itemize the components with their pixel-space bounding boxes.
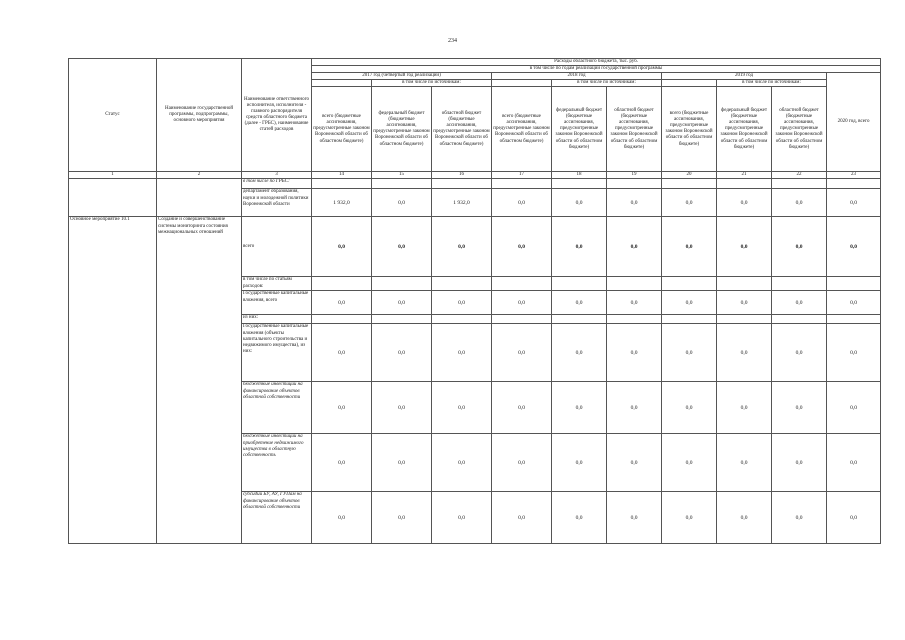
header-2020-total: 2020 год, всего bbox=[827, 73, 881, 172]
value-cell: 0,0 bbox=[432, 217, 492, 277]
value-cell: 0,0 bbox=[827, 217, 881, 277]
measure-total-label: всего bbox=[242, 217, 312, 277]
header-executor: Наименование ответственного исполнителя, исполнителя - главного распорядителя средств областного бюджета (далее - ГРБС), наименование статей расходов bbox=[242, 59, 312, 172]
value-cell: 0,0 bbox=[772, 434, 827, 492]
value-cell: 1 932,0 bbox=[312, 189, 372, 217]
value-cell: 0,0 bbox=[772, 324, 827, 382]
header-2019-total: всего (бюджетные ассигнования, предусмотренные законом Воронежской области об областном бюджете) bbox=[662, 87, 717, 172]
budget-invest-financing-name: бюджетные инвестиции на финансирование объектов областной собственности bbox=[242, 382, 312, 434]
subsidies-name: субсидии БУ, АУ, ГУПам на финансирование объектов областной собственности bbox=[242, 492, 312, 544]
budget-invest-acquisition-name: бюджетные инвестиции на приобретение недвижимого имущества в областную собственность bbox=[242, 434, 312, 492]
value-cell: 0,0 bbox=[552, 291, 607, 315]
value-cell: 0,0 bbox=[607, 382, 662, 434]
value-cell: 0,0 bbox=[607, 492, 662, 544]
cap-invest-name: Государственные капитальные вложения, всего bbox=[242, 291, 312, 315]
value-cell: 0,0 bbox=[662, 324, 717, 382]
value-cell: 0,0 bbox=[372, 434, 432, 492]
value-cell: 0,0 bbox=[372, 189, 432, 217]
col-number: 3 bbox=[242, 172, 312, 179]
table-row bbox=[69, 217, 881, 277]
value-cell: 0,0 bbox=[432, 291, 492, 315]
value-cell: 0,0 bbox=[717, 324, 772, 382]
header-2019-regional: областной бюджет (бюджетные ассигнования, предусмотренные законом Воронежской области об областном бюджете) bbox=[772, 87, 827, 172]
value-cell: 0,0 bbox=[552, 217, 607, 277]
value-cell: 0,0 bbox=[492, 217, 552, 277]
header-2018-federal: федеральный бюджет (бюджетные ассигнования, предусмотренные законом Воронежской области об областном бюджете) bbox=[552, 87, 607, 172]
col-number: 16 bbox=[432, 172, 492, 179]
value-cell: 0,0 bbox=[312, 291, 372, 315]
value-cell: 0,0 bbox=[772, 217, 827, 277]
value-cell: 0,0 bbox=[492, 189, 552, 217]
header-2018-sources: в том числе по источникам: bbox=[552, 80, 662, 87]
value-cell: 0,0 bbox=[772, 382, 827, 434]
value-cell: 0,0 bbox=[662, 382, 717, 434]
value-cell: 0,0 bbox=[607, 434, 662, 492]
value-cell: 0,0 bbox=[607, 217, 662, 277]
header-2019-federal: федеральный бюджет (бюджетные ассигнования, предусмотренные законом Воронежской области об областном бюджете) bbox=[717, 87, 772, 172]
value-cell: 0,0 bbox=[772, 291, 827, 315]
value-cell: 0,0 bbox=[492, 434, 552, 492]
value-cell: 0,0 bbox=[552, 434, 607, 492]
dept-name: департамент образования, науки и молодежной политики Воронежской области bbox=[242, 189, 312, 217]
value-cell: 0,0 bbox=[372, 217, 432, 277]
by-articles-label: в том числе по статьям расходов: bbox=[242, 277, 312, 291]
col-number: 14 bbox=[312, 172, 372, 179]
value-cell: 0,0 bbox=[662, 189, 717, 217]
header-year-2017: 2017 год (четвертый год реализации) bbox=[312, 73, 492, 80]
header-2017-regional: областной бюджет (бюджетные ассигнования, предусмотренные законом Воронежской области об областном бюджете) bbox=[432, 87, 492, 172]
value-cell: 0,0 bbox=[717, 434, 772, 492]
of-them-label: из них: bbox=[242, 315, 312, 324]
col-number: 2 bbox=[157, 172, 242, 179]
value-cell: 0,0 bbox=[552, 492, 607, 544]
header-status: Статус bbox=[69, 59, 157, 172]
value-cell: 0,0 bbox=[432, 492, 492, 544]
value-cell: 0,0 bbox=[662, 492, 717, 544]
value-cell: 0,0 bbox=[772, 492, 827, 544]
column-numbers-row bbox=[69, 172, 881, 179]
col-number: 17 bbox=[492, 172, 552, 179]
header-year-2019: 2019 год bbox=[662, 73, 827, 80]
value-cell: 0,0 bbox=[432, 382, 492, 434]
measure-name: Создание и совершенствование системы мониторинга состояния межнациональных отношений bbox=[157, 217, 242, 544]
value-cell: 0,0 bbox=[372, 324, 432, 382]
value-cell: 0,0 bbox=[827, 324, 881, 382]
header-expenses-title: Расходы областного бюджета, тыс. руб. bbox=[312, 59, 881, 66]
value-cell: 0,0 bbox=[312, 324, 372, 382]
cap-construction-name: Государственные капитальные вложения (объекты капитального строительства и недвижимого имущества), из них: bbox=[242, 324, 312, 382]
header-by-years: в том числе по годам реализации государственной программы bbox=[312, 66, 881, 73]
header-2017-total: всего (бюджетные ассигнования, предусмотренные законом Воронежской области об областном бюджете) bbox=[312, 87, 372, 172]
page-number: 234 bbox=[448, 38, 457, 44]
value-cell: 0,0 bbox=[717, 492, 772, 544]
value-cell: 0,0 bbox=[492, 324, 552, 382]
value-cell: 0,0 bbox=[607, 291, 662, 315]
value-cell: 0,0 bbox=[552, 324, 607, 382]
col-number: 19 bbox=[607, 172, 662, 179]
col-number: 22 bbox=[772, 172, 827, 179]
value-cell: 0,0 bbox=[312, 492, 372, 544]
header-2017-sources: в том числе по источникам: bbox=[372, 80, 492, 87]
value-cell: 0,0 bbox=[552, 382, 607, 434]
value-cell: 0,0 bbox=[827, 492, 881, 544]
value-cell: 0,0 bbox=[312, 382, 372, 434]
header-2018-total: всего (бюджетные ассигнования, предусмотренные законом Воронежской области об областном бюджете) bbox=[492, 87, 552, 172]
value-cell: 0,0 bbox=[432, 434, 492, 492]
value-cell: 1 932,0 bbox=[432, 189, 492, 217]
value-cell: 0,0 bbox=[717, 382, 772, 434]
header-2019-sources: в том числе по источникам: bbox=[717, 80, 827, 87]
col-number: 21 bbox=[717, 172, 772, 179]
value-cell: 0,0 bbox=[492, 382, 552, 434]
value-cell: 0,0 bbox=[717, 189, 772, 217]
value-cell: 0,0 bbox=[492, 492, 552, 544]
value-cell: 0,0 bbox=[552, 189, 607, 217]
value-cell: 0,0 bbox=[827, 382, 881, 434]
value-cell: 0,0 bbox=[827, 291, 881, 315]
value-cell: 0,0 bbox=[492, 291, 552, 315]
header-program-name: Наименование государственной программы, подпрограммы, основного мероприятия bbox=[157, 59, 242, 172]
header-year-2018: 2018 год bbox=[492, 73, 662, 80]
value-cell: 0,0 bbox=[772, 189, 827, 217]
value-cell: 0,0 bbox=[372, 492, 432, 544]
col-number: 15 bbox=[372, 172, 432, 179]
value-cell: 0,0 bbox=[827, 189, 881, 217]
value-cell: 0,0 bbox=[662, 217, 717, 277]
col-number: 18 bbox=[552, 172, 607, 179]
value-cell: 0,0 bbox=[312, 217, 372, 277]
header-2017-federal: федеральный бюджет (бюджетные ассигнования, предусмотренные законом Воронежской области об областном бюджете) bbox=[372, 87, 432, 172]
value-cell: 0,0 bbox=[372, 382, 432, 434]
value-cell: 0,0 bbox=[662, 434, 717, 492]
col-number: 23 bbox=[827, 172, 881, 179]
col-number: 20 bbox=[662, 172, 717, 179]
value-cell: 0,0 bbox=[717, 217, 772, 277]
value-cell: 0,0 bbox=[312, 434, 372, 492]
value-cell: 0,0 bbox=[827, 434, 881, 492]
budget-table bbox=[68, 58, 881, 544]
header-2018-regional: областной бюджет (бюджетные ассигнования, предусмотренные законом Воронежской области об областном бюджете) bbox=[607, 87, 662, 172]
value-cell: 0,0 bbox=[717, 291, 772, 315]
value-cell: 0,0 bbox=[372, 291, 432, 315]
measure-status: Основное мероприятие 10.1 bbox=[69, 217, 157, 544]
col-number: 1 bbox=[69, 172, 157, 179]
value-cell: 0,0 bbox=[607, 324, 662, 382]
value-cell: 0,0 bbox=[432, 324, 492, 382]
grbs-label: в том числе по ГРБС: bbox=[242, 179, 312, 189]
table-row bbox=[69, 179, 881, 189]
value-cell: 0,0 bbox=[662, 291, 717, 315]
value-cell: 0,0 bbox=[607, 189, 662, 217]
